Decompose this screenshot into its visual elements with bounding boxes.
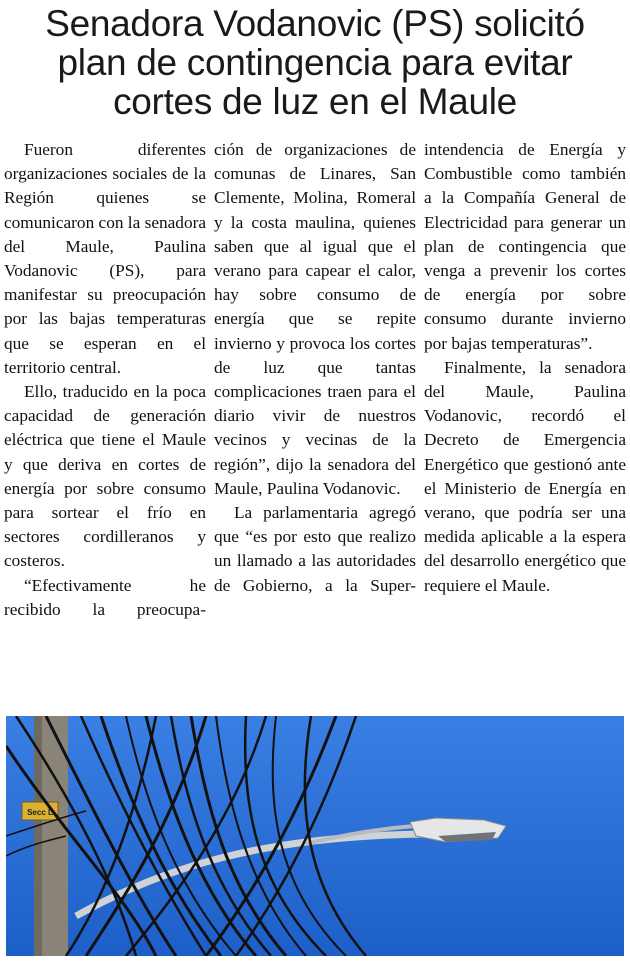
article-body bbox=[4, 138, 626, 716]
article-column-3 bbox=[424, 138, 626, 716]
headline-line-3: cortes de luz en el Maule bbox=[113, 81, 517, 122]
paragraph: intendencia de Energía y Combustible como también a la Compañía General de Electricidad para generar un plan de contingencia que venga a prevenir los cortes de energía por sobre consumo durante invierno por bajas temperaturas”. bbox=[424, 140, 626, 353]
article-column-2 bbox=[214, 138, 416, 716]
photo-illustration bbox=[6, 716, 624, 956]
paragraph: ción de organizaciones de comunas de Linares, San Clemente, Molina, Romeral y la costa maulina, quienes saben que al igual que el verano para capear el calor, hay sobre consumo de energía que se repite invierno y provoca los cortes de luz que tantas complicaciones traen para el diario vivir de nuestros vecinos y vecinas de la región”, dijo la senadora del Maule, Paulina Vodanovic. bbox=[214, 140, 416, 498]
paragraph: Finalmente, la senadora del Maule, Paulina Vodanovic, recordó el Decreto de Emergencia Energético que gestionó ante el Ministerio de Energía en verano, que podría ser una medida aplicable a la espera del desarrollo energético que requiere el Maule. bbox=[424, 357, 626, 595]
paragraph: Fueron diferentes organizaciones sociales de la Región quienes se comunicaron con la senadora del Maule, Paulina Vodanovic (PS), para manifestar su preocupación por las bajas temperaturas que se esperan en el territorio central. bbox=[4, 140, 207, 377]
paragraph: Ello, traducido en la poca capacidad de generación eléctrica que tiene el Maule y que deriva en cortes de energía por sobre consumo para sortear el frío en sectores cordilleranos y costeros. bbox=[4, 382, 206, 571]
paragraph: La parlamentaria agregó que “es por esto que realizo un llamado a las autoridades de Gobierno, a la Super- bbox=[214, 503, 416, 595]
headline-line-2: plan de contingencia para evitar bbox=[57, 42, 573, 83]
headline bbox=[6, 4, 624, 121]
paragraph: “Efectivamente he recibido la preocupa- bbox=[4, 575, 206, 619]
pole-sign-text: Secc L bbox=[27, 808, 53, 817]
article-column-1 bbox=[4, 138, 206, 716]
street-light-photo bbox=[6, 716, 624, 956]
headline-line-1: Senadora Vodanovic (PS) solicitó bbox=[45, 3, 585, 44]
